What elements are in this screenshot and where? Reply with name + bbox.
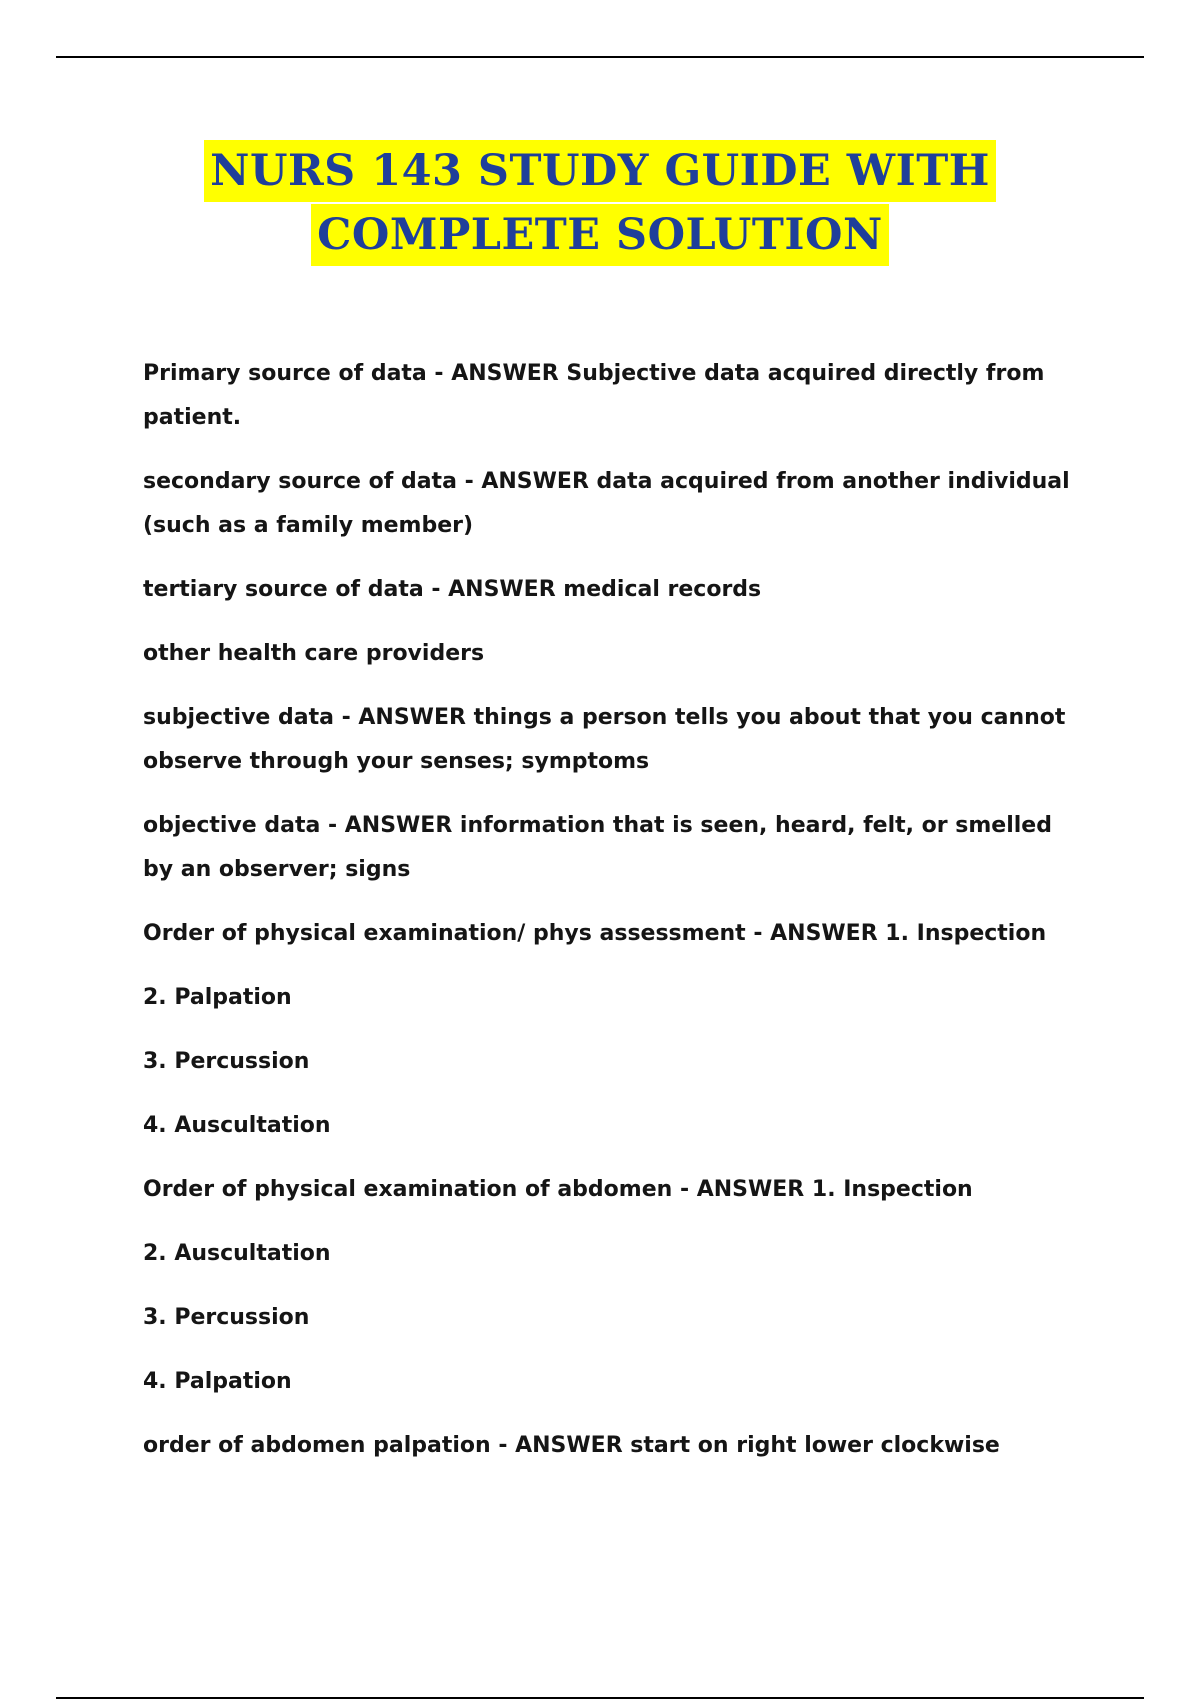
entry-objective-data: objective data - ANSWER information that is seen, heard, felt, or smelled by an observer; signs xyxy=(143,813,1052,882)
entry-abdomen-step-4: 4. Palpation xyxy=(143,1369,292,1394)
entry-abdomen-palpation-order: order of abdomen palpation - ANSWER start on right lower clockwise xyxy=(143,1433,1000,1458)
entry-exam-step-3: 3. Percussion xyxy=(143,1049,310,1074)
entry-other-providers: other health care providers xyxy=(143,641,485,666)
entry-abdomen-step-3: 3. Percussion xyxy=(143,1305,310,1330)
title-line-2: COMPLETE SOLUTION xyxy=(311,204,889,266)
study-guide-content xyxy=(143,352,1083,1488)
entry-exam-step-2: 2. Palpation xyxy=(143,985,292,1010)
entry-primary-source: Primary source of data - ANSWER Subjective data acquired directly from patient. xyxy=(143,361,1045,430)
bottom-rule xyxy=(56,1697,1144,1699)
entry-order-abdomen-exam: Order of physical examination of abdomen - ANSWER 1. Inspection xyxy=(143,1177,973,1202)
entry-exam-step-4: 4. Auscultation xyxy=(143,1113,331,1138)
title-line-1: NURS 143 STUDY GUIDE WITH xyxy=(204,140,996,202)
entry-secondary-source: secondary source of data - ANSWER data acquired from another individual (such as a family member) xyxy=(143,469,1070,538)
top-rule xyxy=(56,56,1144,58)
entry-order-physical-exam: Order of physical examination/ phys assessment - ANSWER 1. Inspection xyxy=(143,921,1047,946)
entry-tertiary-source: tertiary source of data - ANSWER medical records xyxy=(143,577,762,602)
document-title xyxy=(0,140,1200,268)
entry-abdomen-step-2: 2. Auscultation xyxy=(143,1241,331,1266)
entry-subjective-data: subjective data - ANSWER things a person tells you about that you cannot observe through your senses; symptoms xyxy=(143,705,1066,774)
